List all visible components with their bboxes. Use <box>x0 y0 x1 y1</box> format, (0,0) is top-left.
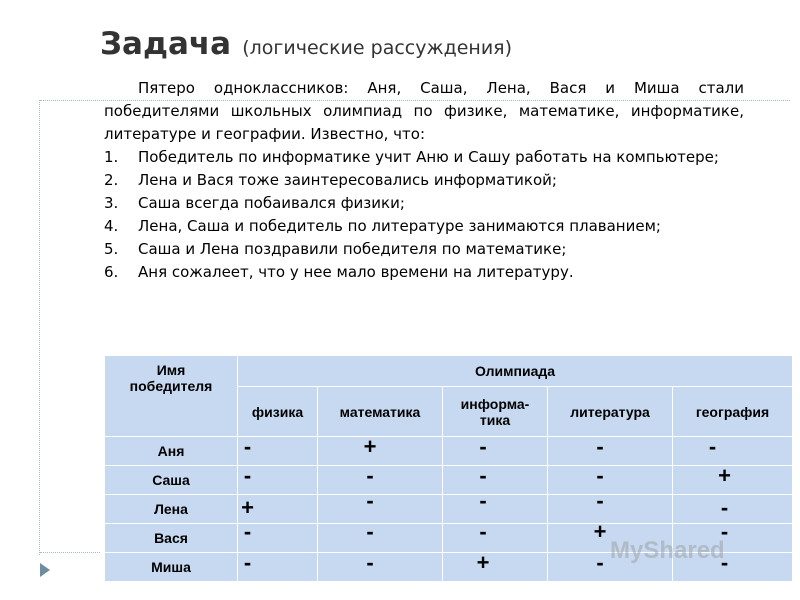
subject-header: информа-тика <box>443 387 548 437</box>
winner-header: Имя победителя <box>105 356 238 437</box>
title-subtitle: (логические рассуждения) <box>242 37 513 59</box>
subject-header: география <box>673 387 793 437</box>
row-name: Вася <box>105 524 238 553</box>
fact-text: Лена, Саша и победитель по литературе занимаются плаванием; <box>138 217 661 235</box>
cell-mark: - <box>720 519 729 544</box>
cell-mark: - <box>596 434 604 459</box>
cell-mark: + <box>476 550 490 575</box>
cell-mark: - <box>366 463 374 488</box>
cell-mark: + <box>241 495 254 520</box>
cell-mark: - <box>596 488 604 513</box>
problem-intro: Пятеро одноклассников: Аня, Саша, Лена, Вася и Миша стали победителями школьных олимпиад по физике, математике, информатике, литературе и географии. Известно, что: <box>104 79 744 143</box>
fact-number: 5. <box>104 240 119 258</box>
cell-mark: - <box>479 463 487 488</box>
bottom-divider <box>40 552 100 553</box>
row-name: Лена <box>105 495 238 524</box>
cell-mark: - <box>243 434 252 459</box>
cell-mark: - <box>243 550 252 575</box>
cell-mark: + <box>363 434 377 459</box>
fact-number: 1. <box>104 148 119 166</box>
fact-text: Саша и Лена поздравили победителя по математике; <box>138 240 567 258</box>
list-item <box>104 192 744 215</box>
chevron-right-icon <box>40 563 50 577</box>
cell-mark: - <box>708 434 717 459</box>
list-item <box>104 261 744 284</box>
cell-mark: - <box>243 519 252 544</box>
watermark: MyShared <box>610 537 725 564</box>
slide-title <box>100 26 512 62</box>
subject-header: литература <box>548 387 673 437</box>
fact-text: Победитель по информатике учит Аню и Сашу работать на компьютере; <box>138 148 719 166</box>
left-divider <box>39 100 40 555</box>
cell-mark: - <box>720 495 729 520</box>
table-row <box>105 495 793 524</box>
list-item <box>104 146 744 169</box>
list-item <box>104 169 744 192</box>
subject-header: математика <box>318 387 443 437</box>
fact-text: Аня сожалеет, что у нее мало времени на литературу. <box>138 263 574 281</box>
title-main: Задача <box>100 26 232 62</box>
cell-mark: - <box>479 434 487 459</box>
cell-mark: - <box>366 519 374 544</box>
olympiad-header: Олимпиада <box>238 356 793 387</box>
cell-mark: - <box>596 463 604 488</box>
fact-text: Саша всегда побаивался физики; <box>138 194 405 212</box>
fact-text: Лена и Вася тоже заинтересовались информатикой; <box>138 171 557 189</box>
cell-mark: + <box>593 519 607 544</box>
cell-mark: - <box>479 519 487 544</box>
fact-number: 2. <box>104 171 119 189</box>
subject-header: физика <box>238 387 318 437</box>
cell-mark: - <box>366 550 374 575</box>
row-name: Аня <box>105 437 238 466</box>
fact-number: 4. <box>104 217 119 235</box>
table-row <box>105 466 793 495</box>
fact-number: 3. <box>104 194 119 212</box>
cell-mark: - <box>720 550 729 575</box>
cell-mark: - <box>243 463 252 488</box>
cell-mark: + <box>718 463 731 488</box>
cell-mark: - <box>366 488 374 513</box>
row-name: Саша <box>105 466 238 495</box>
cell-mark: - <box>596 550 604 575</box>
facts-list <box>104 146 744 284</box>
row-name: Миша <box>105 553 238 582</box>
list-item <box>104 215 744 238</box>
fact-number: 6. <box>104 263 119 281</box>
list-item <box>104 238 744 261</box>
cell-mark: - <box>479 488 487 513</box>
table-row <box>105 437 793 466</box>
problem-text <box>104 77 744 284</box>
